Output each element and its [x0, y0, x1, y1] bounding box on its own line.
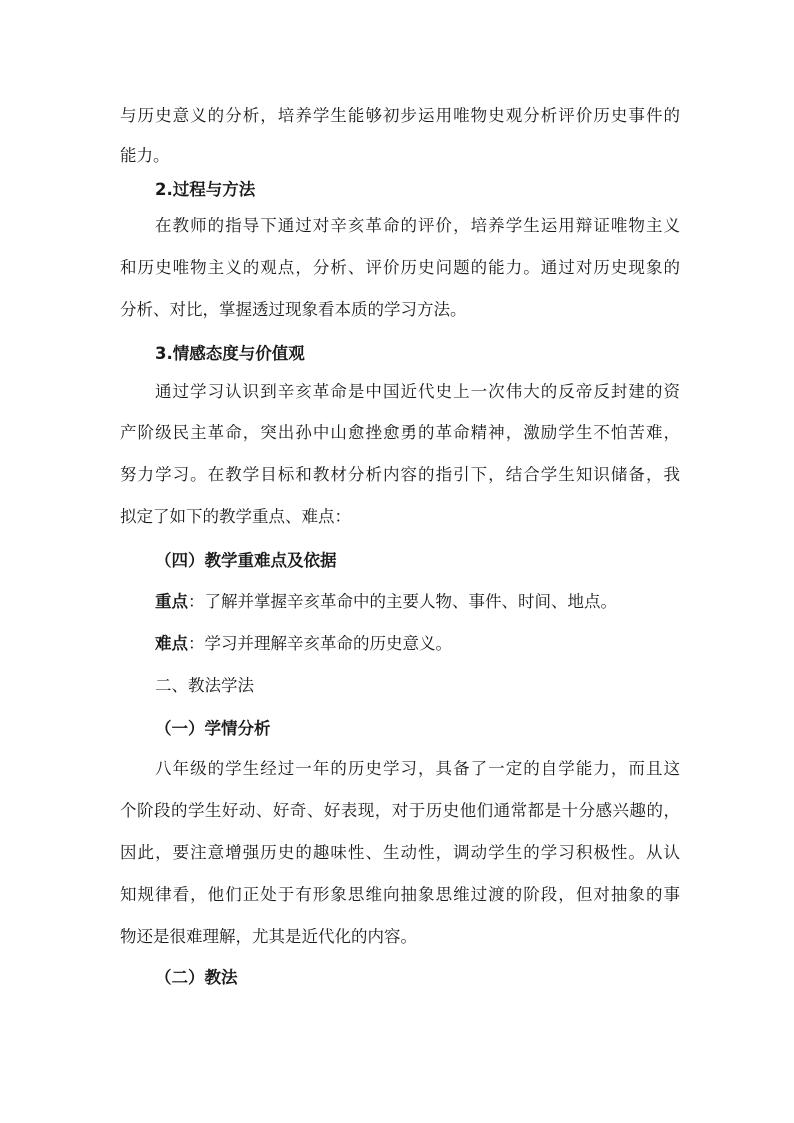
paragraph-line: 与历史意义的分析，培养学生能够初步运用唯物史观分析评价历史事件的 [120, 106, 680, 125]
difficulty-label: 难点 [155, 634, 188, 653]
key-point-label: 重点 [155, 592, 188, 611]
paragraph-line: 和历史唯物主义的观点，分析、评价历史问题的能力。通过对历史现象的 [120, 258, 680, 277]
paragraph-line: 产阶级民主革命，突出孙中山愈挫愈勇的革命精神，激励学生不怕苦难， [120, 423, 680, 442]
paragraph-line: 知规律看，他们正处于有形象思维向抽象思维过渡的阶段，但对抽象的事 [120, 885, 680, 904]
chapter-heading: 二、教法学法 [155, 676, 254, 695]
paragraph-line: 能力。 [120, 146, 170, 165]
difficulty-line [155, 632, 715, 656]
key-point-line [155, 590, 715, 614]
key-point-text: ：了解并掌握辛亥革命中的主要人物、事件、时间、地点。 [188, 592, 617, 611]
paragraph-line: 物还是很难理解，尤其是近代化的内容。 [120, 927, 417, 946]
paragraph-line: 在教师的指导下通过对辛亥革命的评价，培养学生运用辩证唯物主义 [155, 216, 680, 235]
paragraph-line: 个阶段的学生好动、好奇、好表现，对于历史他们通常都是十分感兴趣的， [120, 801, 680, 820]
section-heading: （四）教学重难点及依据 [155, 551, 337, 570]
paragraph-line: 因此，要注意增强历史的趣味性、生动性，调动学生的学习积极性。从认 [120, 843, 680, 862]
difficulty-text: ：学习并理解辛亥革命的历史意义。 [188, 634, 452, 653]
paragraph-line: 八年级的学生经过一年的历史学习，具备了一定的自学能力，而且这 [155, 759, 680, 778]
paragraph-line: 通过学习认识到辛亥革命是中国近代史上一次伟大的反帝反封建的资 [155, 382, 680, 401]
paragraph-line: 分析、对比，掌握透过现象看本质的学习方法。 [120, 300, 467, 319]
section-heading: 3.情感态度与价值观 [155, 344, 305, 363]
paragraph-line: 努力学习。在教学目标和教材分析内容的指引下，结合学生知识储备，我 [120, 465, 680, 484]
section-heading: （二）教法 [155, 968, 238, 987]
section-heading: （一）学情分析 [155, 719, 271, 738]
section-heading: 2.过程与方法 [155, 180, 256, 199]
paragraph-line: 拟定了如下的教学重点、难点： [120, 507, 351, 526]
